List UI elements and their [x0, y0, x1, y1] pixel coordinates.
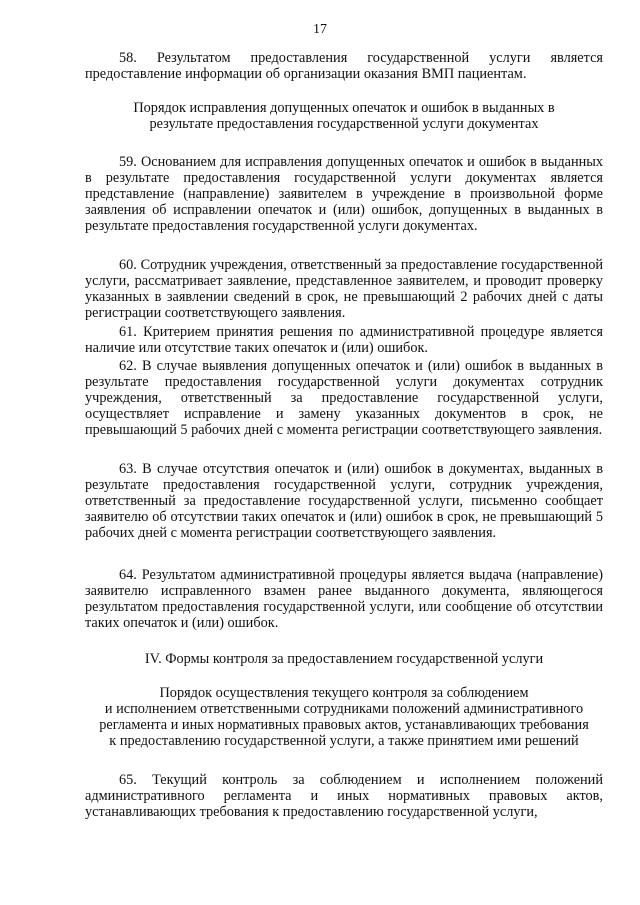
paragraph-64: 64. Результатом административной процедуры является выдача (направление) заявителю исправленного взамен ранее выданного документа, являющегося результатом предоставления государственной услуги, или сообщение об отсутствии таких опечаток и (или) ошибок.	[85, 567, 603, 631]
heading-line: Порядок осуществления текущего контроля за соблюдением	[159, 685, 529, 701]
heading-corrections-procedure	[85, 101, 603, 133]
heading-line: к предоставлению государственной услуги, а также принятием ими решений	[109, 732, 579, 749]
paragraph-62: 62. В случае выявления допущенных опечаток и (или) ошибок в выданных в результате предоставления государственной услуги документах сотрудник учреждения, ответственный за предоставление государственной услуги, осуществляет исправление и замену указанных документов в срок, не превышающий 5 рабочих дней с момента регистрации соответствующего заявления.	[85, 358, 603, 438]
paragraph-59: 59. Основанием для исправления допущенных опечаток и ошибок в выданных в результате предоставления государственной услуги документах является представление (направление) заявителем в учреждение в произвольной форме заявления об исправлении опечаток и (или) ошибок, допущенных в выданных в результате предоставления государственной услуги документах.	[85, 154, 603, 234]
paragraph-61: 61. Критерием принятия решения по административной процедуре является наличие или отсутствие таких опечаток и (или) ошибок.	[85, 324, 603, 356]
heading-line: результате предоставления государственной услуги документах	[149, 115, 539, 132]
heading-control-procedure	[85, 686, 603, 750]
heading-line: Порядок исправления допущенных опечаток и ошибок в выданных в	[133, 100, 555, 116]
heading-line: регламента и иных нормативных правовых актов, устанавливающих требования	[99, 716, 589, 733]
paragraph-65: 65. Текущий контроль за соблюдением и исполнением положений административного регламента и иных нормативных правовых актов, устанавливающих требования к предоставлению государственной услуги,	[85, 772, 603, 820]
paragraph-58: 58. Результатом предоставления государственной услуги является предоставление информации об организации оказания ВМП пациентам.	[85, 50, 603, 82]
paragraph-60: 60. Сотрудник учреждения, ответственный за предоставление государственной услуги, рассматривает заявление, представленное заявителем, и проводит проверку указанных в заявлении сведений в срок, не превышающий 2 рабочих дней с даты регистрации соответствующего заявления.	[85, 257, 603, 321]
heading-line: и исполнением ответственными сотрудниками положений административного	[104, 700, 584, 717]
section-4-heading	[85, 652, 603, 668]
heading-line: IV. Формы контроля за предоставлением государственной услуги	[144, 651, 544, 667]
page-number: 17	[313, 22, 327, 37]
paragraph-63: 63. В случае отсутствия опечаток и (или) ошибок в документах, выданных в результате предоставления государственной услуги, сотрудник учреждения, ответственный за предоставление государственной услуги, письменно сообщает заявителю об отсутствии таких опечаток и (или) ошибок в срок, не превышающий 5 рабочих дней с момента регистрации соответствующего заявления.	[85, 461, 603, 541]
